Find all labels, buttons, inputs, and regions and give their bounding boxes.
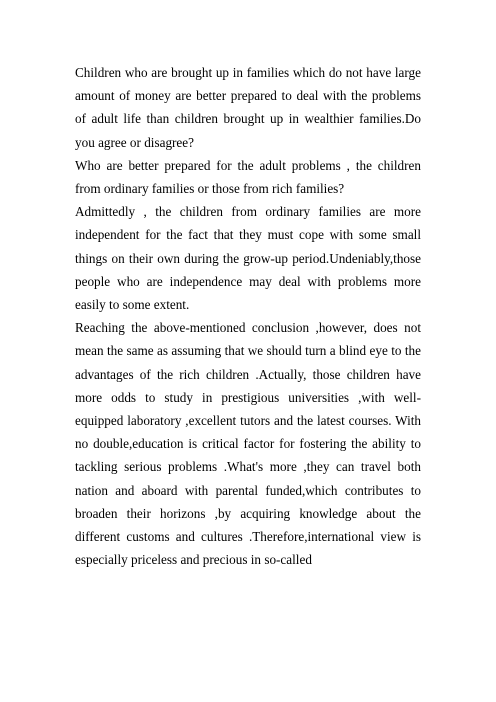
essay-concession-paragraph: Admittedly , the children from ordinary families are more independent for the fact that they must cope with some small things on their own during the grow-up period.Undeniably,those people who are independence may deal with problems more easily to some extent. bbox=[75, 204, 421, 313]
essay-prompt-paragraph: Children who are brought up in families which do not have large amount of money are better prepared to deal with the problems of adult life than children brought up in wealthier families.Do you agree or disagree? bbox=[75, 65, 421, 150]
essay-argument-paragraph: Reaching the above-mentioned conclusion ,however, does not mean the same as assuming that we should turn a blind eye to the advantages of the rich children .Actually, those children have more odds to study in prestigious universities ,with well-equipped laboratory ,excellent tutors and the latest courses. With no double,education is critical factor for fostering the ability to tackling serious problems .What's more ,they can travel both nation and aboard with parental funded,which contributes to broaden their horizons ,by acquiring knowledge about the different customs and cultures .Therefore,international view is especially priceless and precious in so-called bbox=[75, 320, 421, 568]
essay-body bbox=[75, 61, 421, 571]
essay-question-paragraph: Who are better prepared for the adult problems , the children from ordinary families or those from rich families? bbox=[75, 157, 421, 197]
